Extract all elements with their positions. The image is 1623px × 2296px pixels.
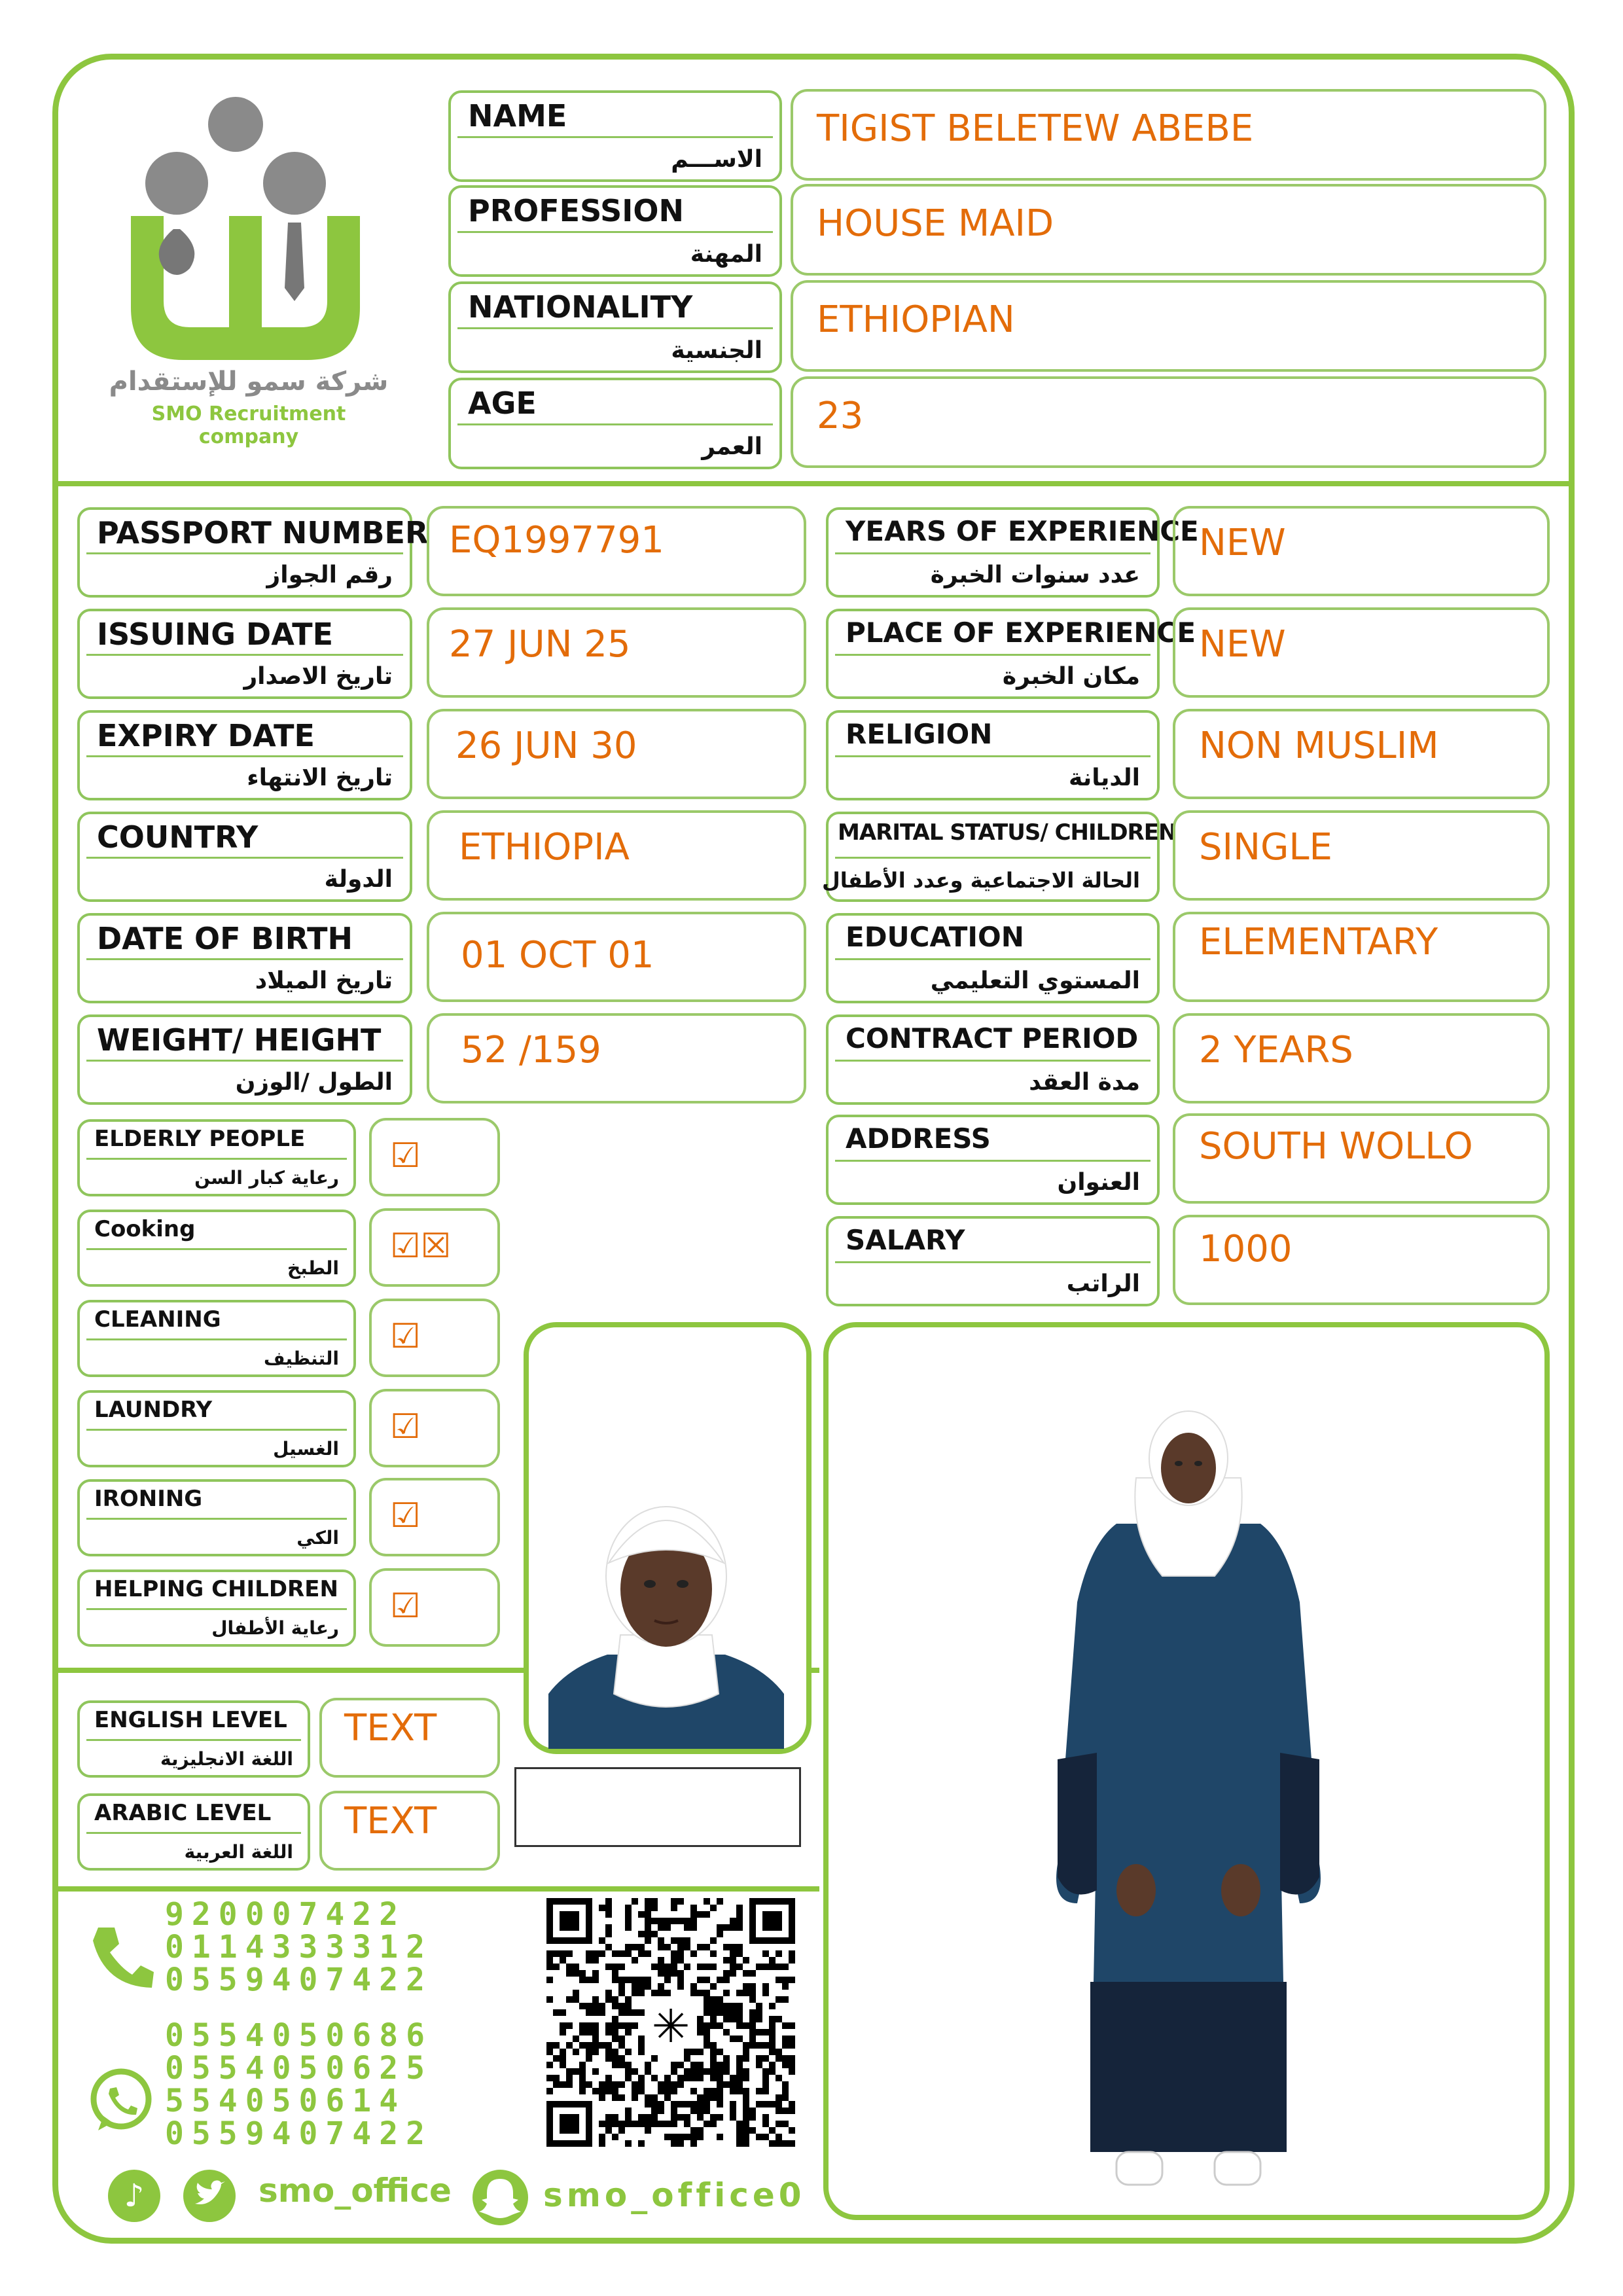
whatsapp-icon	[85, 2065, 157, 2137]
issuing-date-value: 27 JUN 25	[427, 607, 806, 698]
profession-value: HOUSE MAID	[791, 184, 1546, 276]
education-value: ELEMENTARY	[1173, 912, 1550, 1002]
whatsapp-number: 0554050625	[165, 2050, 433, 2087]
skill-laundry-label: LAUNDRY الغسيل	[77, 1390, 356, 1467]
english-level-label: ENGLISH LEVEL اللغة الانجليزية	[77, 1700, 310, 1778]
twitter-icon	[183, 2170, 236, 2222]
skill-ironing-label: IRONING الكي	[77, 1479, 356, 1556]
blank-box	[514, 1767, 801, 1847]
nationality-value: ETHIOPIAN	[791, 280, 1546, 372]
skill-cooking-checkbox: ☑☒	[369, 1208, 500, 1287]
phone-numbers	[165, 1898, 433, 1996]
country-value: ETHIOPIA	[427, 810, 806, 901]
whatsapp-numbers	[165, 2019, 433, 2150]
snapchat-handle: smo_office0	[543, 2176, 806, 2214]
age-label: AGE العمر	[448, 378, 782, 469]
date-of-birth-value: 01 OCT 01	[427, 912, 806, 1002]
place-of-experience-value: NEW	[1173, 607, 1550, 698]
education-label: EDUCATION المستوي التعليمي	[826, 913, 1160, 1003]
company-name-en: SMO Recruitment company	[151, 403, 346, 448]
marital-status-value: SINGLE	[1173, 810, 1550, 901]
skill-cleaning-label: CLEANING التنظيف	[77, 1300, 356, 1377]
whatsapp-number: 554050614	[165, 2083, 406, 2119]
tiktok-icon: ♪	[108, 2170, 160, 2222]
age-value: 23	[791, 376, 1546, 468]
salary-label: SALARY الراتب	[826, 1216, 1160, 1306]
company-logo	[111, 92, 412, 393]
skill-elderly-checkbox: ☑	[369, 1118, 500, 1196]
address-label: ADDRESS العنوان	[826, 1115, 1160, 1205]
marital-status-label: MARITAL STATUS/ CHILDREN الحالة الاجتماعية وعدد الأطفال	[826, 812, 1160, 902]
snapchat-icon	[473, 2170, 528, 2225]
phone-number: 0114333312	[165, 1929, 433, 1965]
whatsapp-number: 0559407422	[165, 2115, 433, 2152]
portrait-photo	[524, 1322, 812, 1754]
skill-cleaning-checkbox: ☑	[369, 1299, 500, 1377]
skill-ironing-checkbox: ☑	[369, 1478, 500, 1556]
name-value: TIGIST BELETEW ABEBE	[791, 89, 1546, 181]
expiry-date-value: 26 JUN 30	[427, 709, 806, 799]
contract-period-value: 2 YEARS	[1173, 1013, 1550, 1103]
expiry-date-label: EXPIRY DATE تاريخ الانتهاء	[77, 710, 412, 800]
profession-label: PROFESSION المهنة	[448, 185, 782, 277]
skill-helping-children-label: HELPING CHILDREN رعاية الأطفال	[77, 1570, 356, 1647]
phone-number: 920007422	[165, 1896, 406, 1933]
qr-code	[546, 1898, 795, 2147]
svg-text:✳: ✳	[651, 2000, 690, 2053]
issuing-date-label: ISSUING DATE تاريخ الاصدار	[77, 609, 412, 699]
english-level-value: TEXT	[319, 1698, 500, 1778]
passport-number-value: EQ1997791	[427, 506, 806, 596]
arabic-level-label: ARABIC LEVEL اللغة العربية	[77, 1793, 310, 1871]
arabic-level-value: TEXT	[319, 1791, 500, 1871]
full-body-photo	[823, 1322, 1550, 2220]
skill-helping-children-checkbox: ☑	[369, 1568, 500, 1647]
religion-label: RELIGION الديانة	[826, 710, 1160, 800]
whatsapp-number: 0554050686	[165, 2017, 433, 2054]
years-of-experience-value: NEW	[1173, 506, 1550, 596]
skill-elderly-label: ELDERLY PEOPLE رعاية كبار السن	[77, 1119, 356, 1196]
nationality-label: NATIONALITY الجنسية	[448, 281, 782, 373]
phone-icon	[85, 1921, 157, 1993]
address-value: SOUTH WOLLO	[1173, 1113, 1550, 1204]
date-of-birth-label: DATE OF BIRTH تاريخ الميلاد	[77, 913, 412, 1003]
skill-cooking-label: Cooking الطبخ	[77, 1210, 356, 1287]
country-label: COUNTRY الدولة	[77, 812, 412, 902]
contacts-divider	[55, 1886, 819, 1892]
salary-value: 1000	[1173, 1215, 1550, 1305]
weight-height-value: 52 /159	[427, 1013, 806, 1103]
place-of-experience-label: PLACE OF EXPERIENCE مكان الخبرة	[826, 609, 1160, 699]
name-label: NAME الاســـم	[448, 90, 782, 182]
contract-period-label: CONTRACT PERIOD مدة العقد	[826, 1014, 1160, 1105]
company-name-ar: شركة سمو للإستقدام	[109, 367, 389, 397]
social-handle: smo_office	[259, 2172, 452, 2210]
skill-laundry-checkbox: ☑	[369, 1389, 500, 1467]
religion-value: NON MUSLIM	[1173, 709, 1550, 799]
phone-number: 0559407422	[165, 1962, 433, 1998]
passport-number-label: PASSPORT NUMBER رقم الجواز	[77, 507, 412, 598]
years-of-experience-label: YEARS OF EXPERIENCE عدد سنوات الخبرة	[826, 507, 1160, 598]
header-divider	[55, 481, 1572, 486]
weight-height-label: WEIGHT/ HEIGHT الطول /الوزن	[77, 1014, 412, 1105]
